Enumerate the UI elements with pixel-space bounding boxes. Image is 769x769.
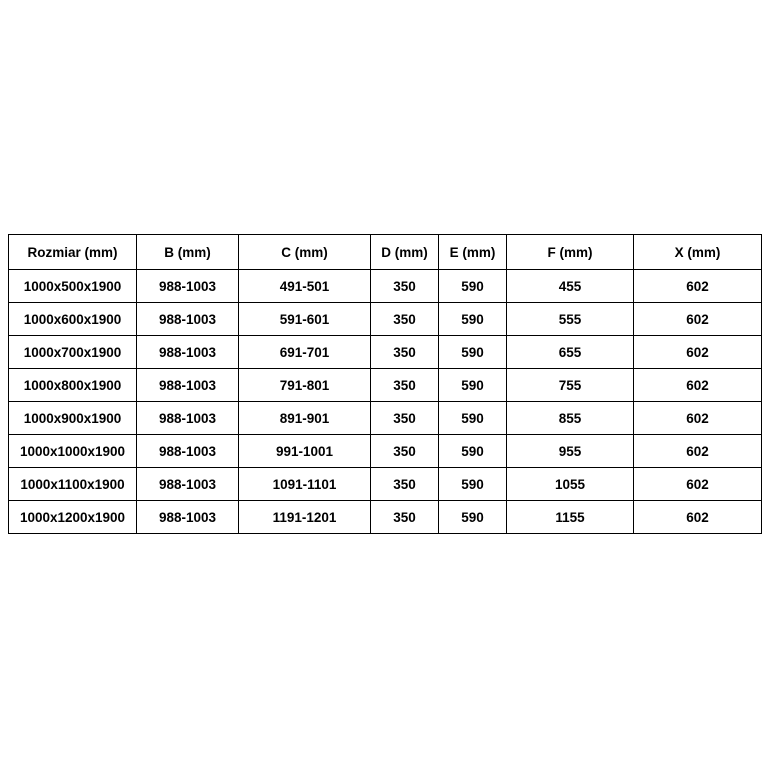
cell-e: 590 <box>439 369 507 402</box>
cell-d: 350 <box>371 270 439 303</box>
cell-b: 988-1003 <box>137 336 239 369</box>
cell-x: 602 <box>634 468 762 501</box>
cell-f: 555 <box>507 303 634 336</box>
cell-x: 602 <box>634 270 762 303</box>
column-header-f: F (mm) <box>507 235 634 270</box>
column-header-b: B (mm) <box>137 235 239 270</box>
cell-d: 350 <box>371 501 439 534</box>
column-header-d: D (mm) <box>371 235 439 270</box>
cell-f: 455 <box>507 270 634 303</box>
cell-f: 655 <box>507 336 634 369</box>
cell-e: 590 <box>439 468 507 501</box>
table-row <box>9 270 762 303</box>
cell-b: 988-1003 <box>137 435 239 468</box>
table-header-row <box>9 235 762 270</box>
table-row <box>9 336 762 369</box>
table-row <box>9 435 762 468</box>
column-header-c: C (mm) <box>239 235 371 270</box>
cell-size: 1000x1100x1900 <box>9 468 137 501</box>
cell-d: 350 <box>371 369 439 402</box>
cell-f: 955 <box>507 435 634 468</box>
cell-size: 1000x1000x1900 <box>9 435 137 468</box>
cell-e: 590 <box>439 402 507 435</box>
cell-size: 1000x1200x1900 <box>9 501 137 534</box>
cell-e: 590 <box>439 270 507 303</box>
cell-f: 755 <box>507 369 634 402</box>
cell-c: 1091-1101 <box>239 468 371 501</box>
cell-c: 1191-1201 <box>239 501 371 534</box>
cell-size: 1000x500x1900 <box>9 270 137 303</box>
cell-size: 1000x800x1900 <box>9 369 137 402</box>
cell-f: 1155 <box>507 501 634 534</box>
cell-b: 988-1003 <box>137 501 239 534</box>
column-header-e: E (mm) <box>439 235 507 270</box>
table-row <box>9 303 762 336</box>
cell-e: 590 <box>439 303 507 336</box>
cell-b: 988-1003 <box>137 270 239 303</box>
cell-x: 602 <box>634 336 762 369</box>
table-row <box>9 468 762 501</box>
column-header-x: X (mm) <box>634 235 762 270</box>
cell-b: 988-1003 <box>137 303 239 336</box>
table-row <box>9 369 762 402</box>
column-header-size: Rozmiar (mm) <box>9 235 137 270</box>
cell-c: 891-901 <box>239 402 371 435</box>
cell-size: 1000x600x1900 <box>9 303 137 336</box>
cell-e: 590 <box>439 336 507 369</box>
table-row <box>9 402 762 435</box>
dimensions-table <box>8 234 762 534</box>
table-row <box>9 501 762 534</box>
cell-f: 855 <box>507 402 634 435</box>
cell-size: 1000x700x1900 <box>9 336 137 369</box>
cell-e: 590 <box>439 501 507 534</box>
cell-c: 991-1001 <box>239 435 371 468</box>
cell-d: 350 <box>371 336 439 369</box>
cell-b: 988-1003 <box>137 402 239 435</box>
cell-x: 602 <box>634 501 762 534</box>
cell-x: 602 <box>634 369 762 402</box>
cell-x: 602 <box>634 303 762 336</box>
cell-c: 691-701 <box>239 336 371 369</box>
cell-c: 491-501 <box>239 270 371 303</box>
cell-c: 591-601 <box>239 303 371 336</box>
cell-e: 590 <box>439 435 507 468</box>
cell-d: 350 <box>371 435 439 468</box>
cell-b: 988-1003 <box>137 468 239 501</box>
cell-f: 1055 <box>507 468 634 501</box>
cell-x: 602 <box>634 402 762 435</box>
cell-c: 791-801 <box>239 369 371 402</box>
cell-d: 350 <box>371 468 439 501</box>
cell-d: 350 <box>371 303 439 336</box>
cell-d: 350 <box>371 402 439 435</box>
cell-b: 988-1003 <box>137 369 239 402</box>
cell-x: 602 <box>634 435 762 468</box>
dimensions-table-container <box>8 234 761 534</box>
cell-size: 1000x900x1900 <box>9 402 137 435</box>
